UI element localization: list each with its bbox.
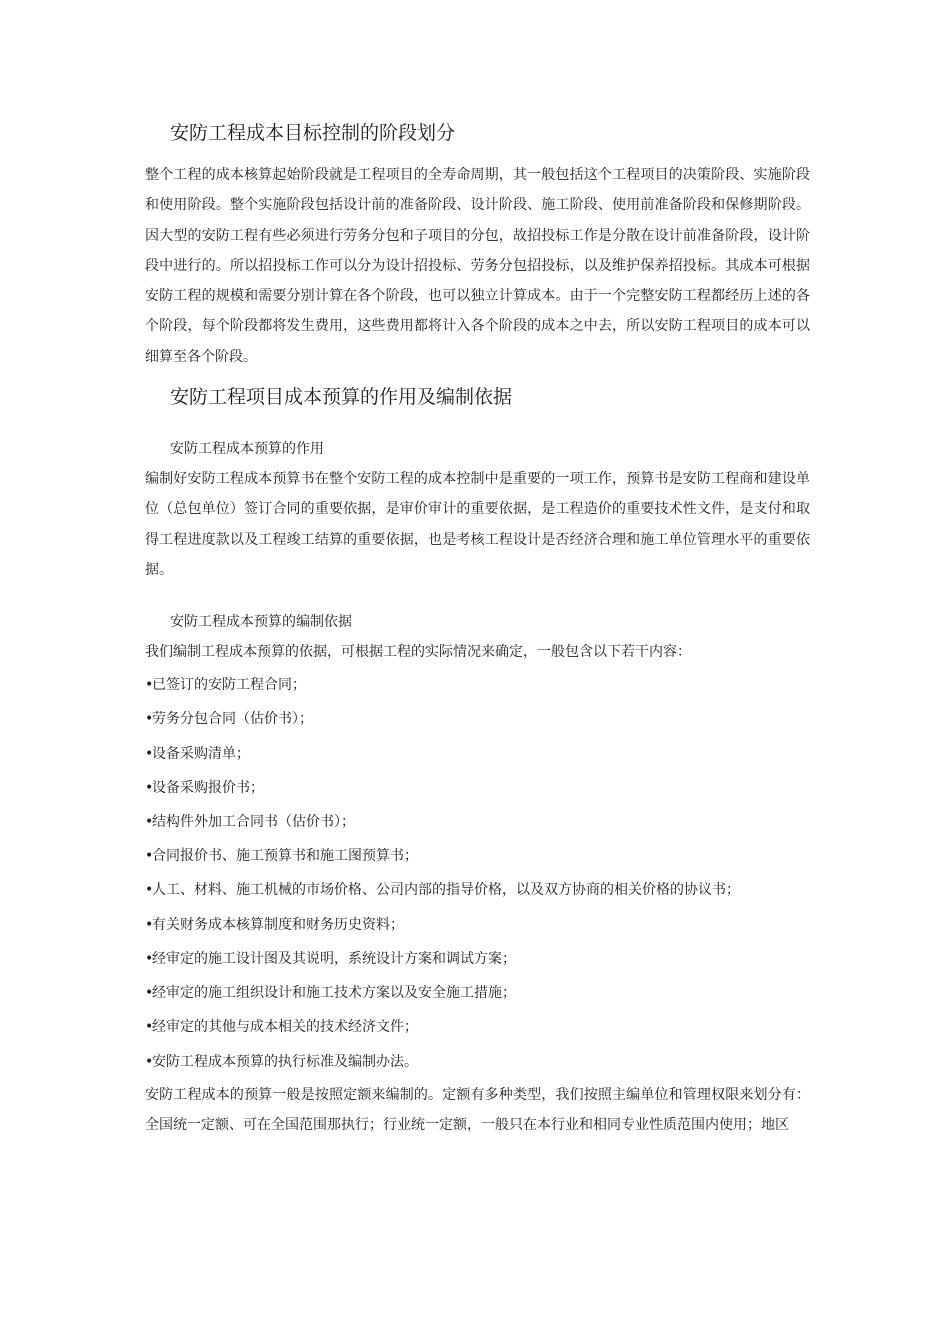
basis-bullet-item: [145, 839, 810, 873]
paragraph-budget-role: 编制好安防工程成本预算书在整个安防工程的成本控制中是重要的一项工作，预算书是安防工程商和建设单位（总包单位）签订合同的重要依据，是审价审计的重要依据，是工程造价的重要技术性文件，是支付和取得工程进度款以及工程竣工结算的重要依据，也是考核工程设计是否经济合理和施工单位管理水平的重要依据。: [145, 471, 810, 578]
basis-bullet-item: [145, 737, 810, 771]
bullet-text: 经审定的施工设计图及其说明，系统设计方案和调试方案；: [152, 950, 516, 967]
paragraph-stage-division: 整个工程的成本核算起始阶段就是工程项目的全寿命周期，其一般包括这个工程项目的决策阶段、实施阶段和使用阶段。整个实施阶段包括设计前的准备阶段、设计阶段、施工阶段、使用前准备阶段和保修期阶段。因大型的安防工程有些必须进行劳务分包和子项目的分包，故招投标工作是分散在设计前准备阶段，设计阶段中进行的。所以招投标工作可以分为设计招投标、劳务分包招投标，以及维护保养招投标。其成本可根据安防工程的规模和需要分别计算在各个阶段，也可以独立计算成本。由于一个完整安防工程都经历上述的各个阶段，每个阶段都将发生费用，这些费用都将计入各个阶段的成本之中去，所以安防工程项目的成本可以细算至各个阶段。: [145, 167, 810, 365]
bullet-text: 人工、材料、施工机械的市场价格、公司内部的指导价格，以及双方协商的相关价格的协议书；: [152, 882, 740, 899]
basis-bullet-item: [145, 976, 810, 1010]
section-heading-stage-division: 安防工程成本目标控制的阶段划分: [170, 122, 456, 144]
paragraph-quota-types: 安防工程成本的预算一般是按照定额来编制的。定额有多种类型，我们按照主编单位和管理权限来划分有：全国统一定额、可在全国范围那执行；行业统一定额，一般只在本行业和相同专业性质范围内使用；地区: [145, 1086, 810, 1134]
document-body: [145, 118, 810, 1141]
basis-bullet-item: [145, 942, 810, 976]
basis-bullet-item: [145, 668, 810, 702]
bullet-icon: •: [145, 1019, 154, 1036]
bullet-icon: •: [145, 848, 154, 865]
basis-bullet-item: [145, 702, 810, 736]
bullet-icon: •: [145, 950, 154, 967]
bullet-text: 劳务分包合同（估价书）；: [152, 711, 313, 728]
bullet-icon: •: [145, 1053, 154, 1070]
bullet-icon: •: [145, 882, 154, 899]
bullet-text: 设备采购报价书；: [152, 779, 264, 796]
basis-bullet-item: [145, 805, 810, 839]
basis-bullet-item: [145, 771, 810, 805]
basis-bullet-item: [145, 873, 810, 907]
basis-bullet-item: [145, 908, 810, 942]
bullet-text: 经审定的施工组织设计和施工技术方案以及安全施工措施；: [152, 985, 516, 1002]
bullet-icon: •: [145, 745, 154, 762]
bullet-icon: •: [145, 985, 154, 1002]
bullet-icon: •: [145, 814, 154, 831]
bullet-text: 设备采购清单；: [152, 745, 250, 762]
paragraph-budget-basis-intro: 我们编制工程成本预算的依据，可根据工程的实际情况来确定，一般包含以下若干内容：: [145, 644, 691, 661]
basis-bullet-list: [145, 668, 810, 1078]
bullet-icon: •: [145, 677, 154, 694]
section-heading-budget-role-basis: 安防工程项目成本预算的作用及编制依据: [170, 386, 513, 409]
bullet-icon: •: [145, 779, 154, 796]
basis-bullet-item: [145, 1010, 810, 1044]
bullet-text: 安防工程成本预算的执行标准及编制办法。: [152, 1053, 418, 1070]
subheading-budget-role: 安防工程成本预算的作用: [170, 441, 324, 458]
bullet-icon: •: [145, 916, 154, 933]
bullet-text: 经审定的其他与成本相关的技术经济文件；: [152, 1019, 418, 1036]
subheading-budget-basis: 安防工程成本预算的编制依据: [170, 614, 352, 631]
bullet-text: 已签订的安防工程合同；: [152, 677, 306, 694]
basis-bullet-item: [145, 1045, 810, 1079]
bullet-text: 结构件外加工合同书（估价书）；: [152, 814, 355, 831]
bullet-text: 有关财务成本核算制度和财务历史资料；: [152, 916, 404, 933]
bullet-text: 合同报价书、施工预算书和施工图预算书；: [152, 848, 418, 865]
bullet-icon: •: [145, 711, 154, 728]
